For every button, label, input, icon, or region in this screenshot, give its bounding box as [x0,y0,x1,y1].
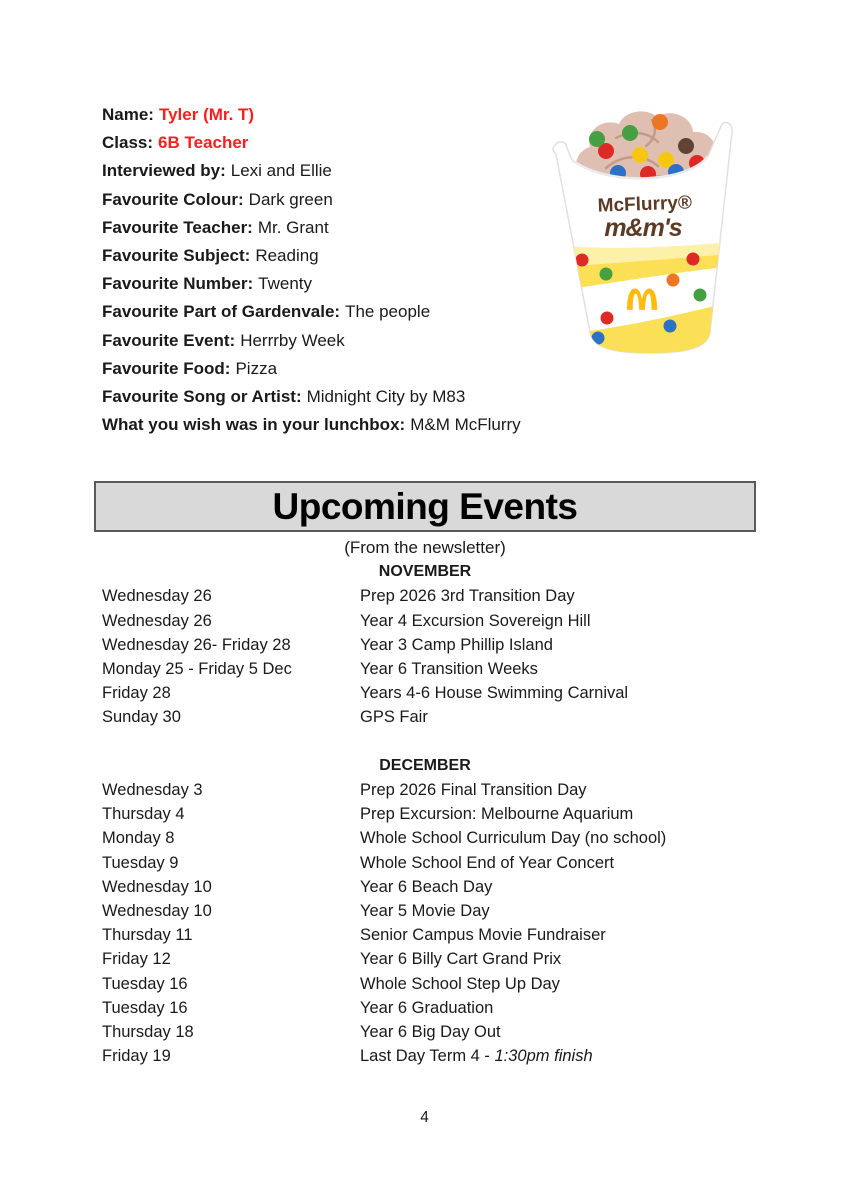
event-date: Wednesday 3 [102,781,203,800]
profile-field-value: Tyler (Mr. T) [158,105,255,124]
event-row [102,609,748,633]
event-text: Prep Excursion: Melbourne Aquarium [360,805,634,824]
event-row [102,923,748,947]
event-text: Prep 2026 3rd Transition Day [360,587,575,606]
event-row [102,705,748,729]
profile-field [102,242,521,270]
candy-dot [664,320,677,333]
month-header-november: NOVEMBER [378,563,472,581]
profile-field-value: Lexi and Ellie [230,161,332,181]
profile-field-label: Favourite Food: [102,358,231,378]
event-date: Thursday 4 [102,805,185,824]
newsletter-subtitle: (From the newsletter) [344,538,506,557]
event-text: Whole School Curriculum Day (no school) [360,829,667,848]
event-row [102,996,748,1020]
section-gap [102,730,748,754]
event-description [360,681,748,705]
candy-dot [622,125,638,141]
event-row [102,1044,748,1068]
event-row [102,657,748,681]
profile-field [102,157,521,185]
event-text: Whole School Step Up Day [360,974,560,993]
upcoming-events-title: Upcoming Events [272,485,578,527]
event-row [102,1020,748,1044]
profile-field-label: Favourite Teacher: [102,217,253,237]
event-row [102,681,748,705]
event-text: Prep 2026 Final Transition Day [360,781,587,800]
profile-field-label: Name: [102,105,154,124]
profile-field-label: Interviewed by: [102,161,226,181]
event-row [102,972,748,996]
event-description [360,802,748,826]
event-description [360,996,748,1020]
profile-field-value: Pizza [235,358,278,378]
profile-field-label: Favourite Event: [102,330,236,350]
profile-field [102,327,521,355]
mcflurry-cup-image [540,110,760,355]
event-description [360,826,748,850]
event-description [360,851,748,875]
event-text: Year 6 Beach Day [360,877,493,896]
event-description [360,899,748,923]
event-date: Friday 19 [102,1047,171,1066]
event-description [360,1020,748,1044]
profile-field-label: Favourite Song or Artist: [102,387,302,407]
profile-field-value: Herrrby Week [240,330,345,350]
event-row [102,875,748,899]
event-row [102,633,748,657]
profile-section [102,101,521,439]
mms-logo-text: m&m's [604,214,682,242]
event-text: Year 6 Big Day Out [360,1023,501,1042]
event-description [360,972,748,996]
events-section [102,536,748,1068]
profile-field-label: Favourite Colour: [102,189,244,209]
candy-dot [694,289,707,302]
candy-dot [600,268,613,281]
event-text: Year 5 Movie Day [360,902,490,921]
candy-dot [678,138,694,154]
profile-field-label: Favourite Number: [102,274,254,294]
event-date: Thursday 18 [102,1023,194,1042]
event-date: Wednesday 26 [102,611,212,630]
page-number: 4 [420,1109,429,1126]
event-date: Tuesday 16 [102,974,188,993]
event-date: Monday 8 [102,829,175,848]
event-description [360,1044,748,1068]
event-text-italic: 1:30pm finish [494,1047,593,1066]
profile-field-value: Midnight City by M83 [306,387,466,407]
event-text: Year 4 Excursion Sovereign Hill [360,611,591,630]
profile-field [102,129,521,157]
event-text: Last Day Term 4 - [360,1047,495,1066]
event-date: Friday 28 [102,684,171,703]
profile-field [102,298,521,326]
profile-field-value: Dark green [248,189,333,209]
event-date: Thursday 11 [102,926,193,945]
event-date: Tuesday 9 [102,853,179,872]
candy-dot [592,332,605,345]
event-row [102,899,748,923]
event-date: Wednesday 10 [102,902,212,921]
event-date: Monday 25 - Friday 5 Dec [102,660,292,679]
event-text: Year 6 Transition Weeks [360,660,538,679]
profile-field [102,270,521,298]
profile-field-value: The people [345,302,431,322]
candy-dot [601,312,614,325]
month-header-december: DECEMBER [379,756,471,774]
candy-dot [632,147,648,163]
mcflurry-wordmark: McFlurry® [597,192,693,217]
profile-field-value: Reading [255,246,319,266]
profile-field-value: 6B Teacher [158,133,249,153]
november-events-list [102,584,748,729]
profile-field [102,411,521,439]
profile-field [102,186,521,214]
event-text: Year 6 Graduation [360,998,494,1017]
event-row [102,947,748,971]
event-text: Year 3 Camp Phillip Island [360,635,553,654]
profile-field-label: Class: [102,133,154,153]
event-text: Year 6 Billy Cart Grand Prix [360,950,562,969]
event-description [360,923,748,947]
event-text: Years 4-6 House Swimming Carnival [360,684,629,703]
event-text: Senior Campus Movie Fundraiser [360,926,606,945]
event-date: Wednesday 26- Friday 28 [102,635,291,654]
event-date: Wednesday 10 [102,877,212,896]
event-description [360,584,748,608]
event-description [360,947,748,971]
event-date: Wednesday 26 [102,587,212,606]
candy-dot [652,114,668,130]
candy-dot [687,253,700,266]
event-row [102,778,748,802]
event-date: Sunday 30 [102,708,181,727]
profile-field [102,101,521,129]
event-description [360,705,748,729]
event-row [102,851,748,875]
event-text: GPS Fair [360,708,428,727]
profile-field-value: Twenty [258,274,312,294]
event-date: Tuesday 16 [102,998,188,1017]
event-description [360,657,748,681]
candy-dot [667,274,680,287]
cup-decoration [550,240,752,355]
event-description [360,633,748,657]
event-description [360,609,748,633]
profile-field-label: Favourite Part of Gardenvale: [102,302,341,322]
profile-field-label: What you wish was in your lunchbox: [102,415,406,435]
event-description [360,778,748,802]
december-events-list [102,778,748,1068]
candy-dot [570,296,583,309]
event-row [102,802,748,826]
event-row [102,826,748,850]
upcoming-events-header [94,481,756,532]
candy-dot [576,254,589,267]
candy-dot [589,131,605,147]
event-row [102,584,748,608]
profile-field [102,355,521,383]
profile-field-value: Mr. Grant [257,217,329,237]
profile-field-value: M&M McFlurry [410,415,521,435]
event-text: Whole School End of Year Concert [360,853,615,872]
profile-field [102,214,521,242]
profile-field [102,383,521,411]
profile-field-label: Favourite Subject: [102,246,251,266]
event-date: Friday 12 [102,950,171,969]
event-description [360,875,748,899]
